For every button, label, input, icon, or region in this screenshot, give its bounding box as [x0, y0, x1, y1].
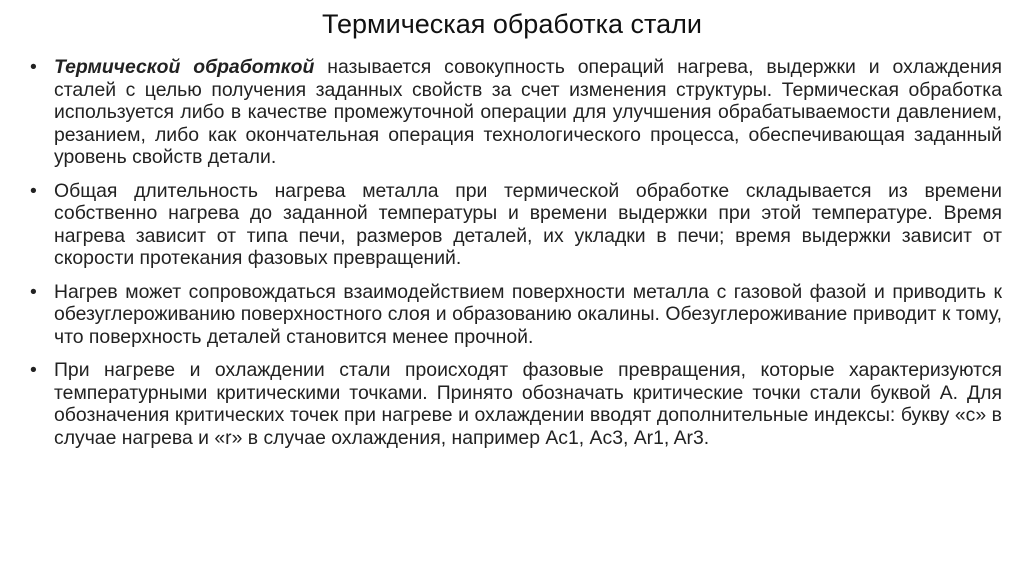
bullet-body: называется совокупность операций нагрева, выдержки и охлаждения сталей с целью получения заданных свойств за счет изменения структуры. Термическая обработка используется либо в качестве промежуточной операции для улучшения обрабатываемости давлением, резанием, либо как окончательная операция технологического процесса, обеспечивающая заданный уровень свойств детали.	[54, 56, 1002, 168]
bullet-icon: •	[30, 56, 37, 78]
bullet-list	[30, 56, 1002, 460]
bullet-term: Термической обработкой	[54, 56, 315, 78]
bullet-item-critical-points	[30, 359, 1002, 449]
bullet-text: Нагрев может сопровождаться взаимодействием поверхности металла с газовой фазой и приводить к обезуглероживанию поверхностного слоя и образованию окалины. Обезуглероживание приводит к тому, что поверхность деталей становится менее прочной.	[54, 280, 1002, 348]
bullet-text	[54, 56, 1002, 169]
bullet-item-heating-duration	[30, 180, 1002, 270]
bullet-item-decarburization	[30, 281, 1002, 349]
bullet-item-definition	[30, 56, 1002, 169]
slide-title: Термическая обработка стали	[322, 9, 702, 39]
bullet-text: При нагреве и охлаждении стали происходят фазовые превращения, которые характеризуются температурными критическими точками. Принято обозначать критические точки стали буквой А. Для обозначения критических точек при нагреве и охлаждении вводят дополнительные индексы: букву «с» в случае нагрева и «r» в случае охлаждения, например Ас1, Ас3, Ar1, Ar3.	[54, 359, 1002, 449]
bullet-text: Общая длительность нагрева металла при термической обработке складывается из времени собственно нагрева до заданной температуры и времени выдержки при этой температуре. Время нагрева зависит от типа печи, размеров деталей, их укладки в печи; время выдержки зависит от скорости протекания фазовых превращений.	[54, 179, 1002, 269]
bullet-icon: •	[30, 280, 37, 303]
bullet-icon: •	[30, 359, 37, 381]
bullet-icon: •	[30, 179, 37, 202]
